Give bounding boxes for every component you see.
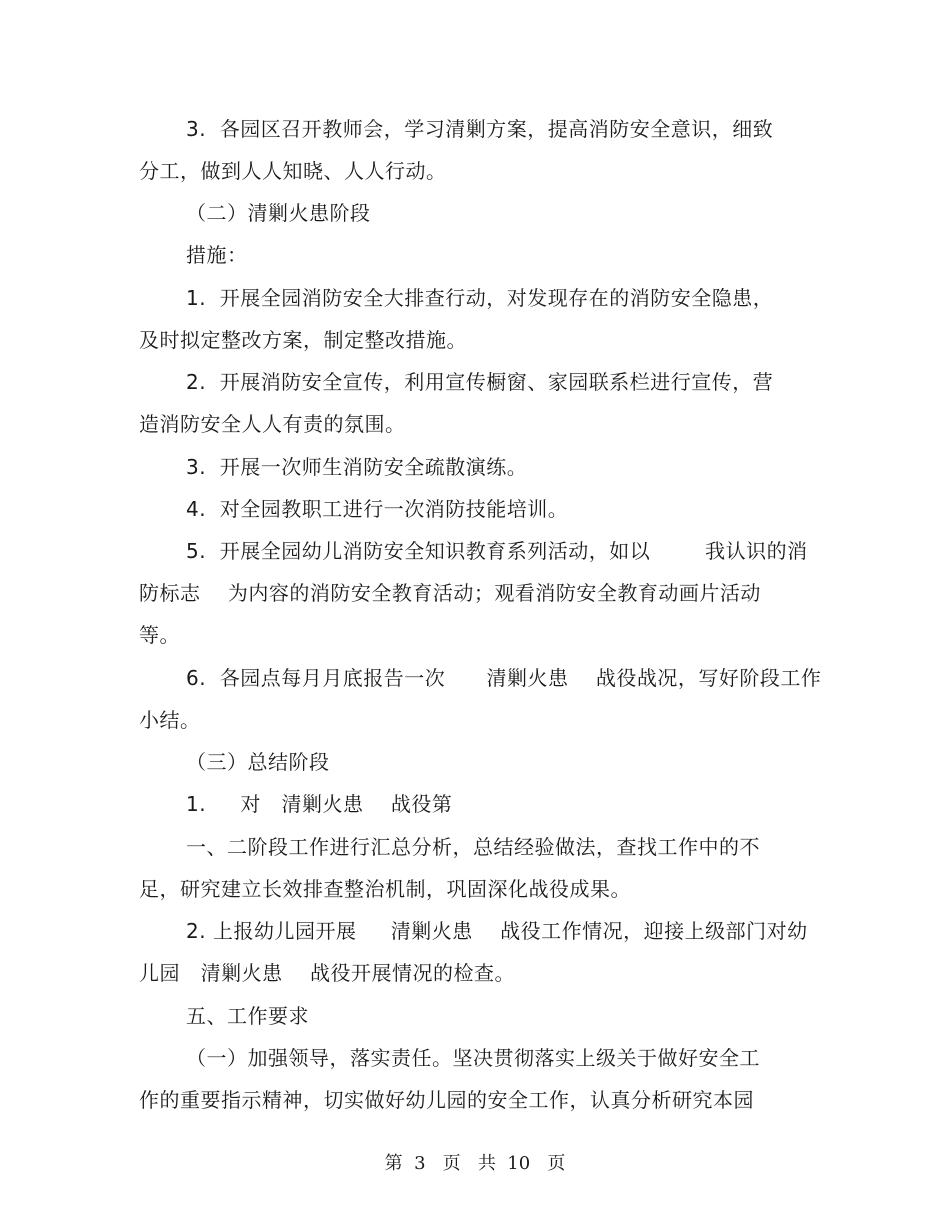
text-line: 及时拟定整改方案，制定整改措施。	[139, 328, 467, 352]
text-line: 作的重要指示精神，切实做好幼儿园的安全工作，认真分析研究本园	[139, 1088, 754, 1112]
text-line: 造消防安全人人有责的氛围。	[139, 412, 406, 436]
text-line: 分工，做到人人知晓、人人行动。	[139, 159, 447, 183]
text-line: 防标志 为内容的消防安全教育活动；观看消防安全教育动画片活动	[139, 581, 761, 605]
section-heading: （二）清剿火患阶段	[186, 201, 371, 225]
text-line: 2. 上报幼儿园开展 清剿火患 战役工作情况，迎接上级部门对幼	[186, 919, 808, 943]
text-line: 1. 开展全园消防安全大排查行动，对发现存在的消防安全隐患，	[186, 286, 774, 310]
text-line: 措施：	[186, 243, 248, 267]
text-line: （一）加强领导，落实责任。坚决贯彻落实上级关于做好安全工	[186, 1046, 760, 1070]
text-line: 3. 开展一次师生消防安全疏散演练。	[186, 455, 528, 479]
text-line: 6. 各园点每月月底报告一次 清剿火患 战役战况，写好阶段工作	[186, 666, 822, 690]
page-number-footer: 第 3 页 共 10 页	[384, 1153, 566, 1174]
section-heading: 五、工作要求	[186, 1004, 309, 1028]
text-line: 2. 开展消防安全宣传，利用宣传橱窗、家园联系栏进行宣传，营	[186, 370, 774, 394]
text-line: 1. 对 清剿火患 战役第	[186, 792, 453, 816]
text-line: 4. 对全园教职工进行一次消防技能培训。	[186, 497, 569, 521]
text-line: 3. 各园区召开教师会，学习清剿方案，提高消防安全意识，细致	[186, 117, 774, 141]
text-line: 一、二阶段工作进行汇总分析，总结经验做法，查找工作中的不	[186, 835, 760, 859]
text-line: 小结。	[139, 708, 201, 732]
text-line: 足，研究建立长效排查整治机制，巩固深化战役成果。	[139, 877, 631, 901]
text-line: 5. 开展全园幼儿消防安全知识教育系列活动，如以 我认识的消	[186, 539, 808, 563]
text-line: 儿园 清剿火患 战役开展情况的检查。	[139, 961, 516, 985]
section-heading: （三）总结阶段	[186, 750, 330, 774]
text-line: 等。	[139, 623, 180, 647]
